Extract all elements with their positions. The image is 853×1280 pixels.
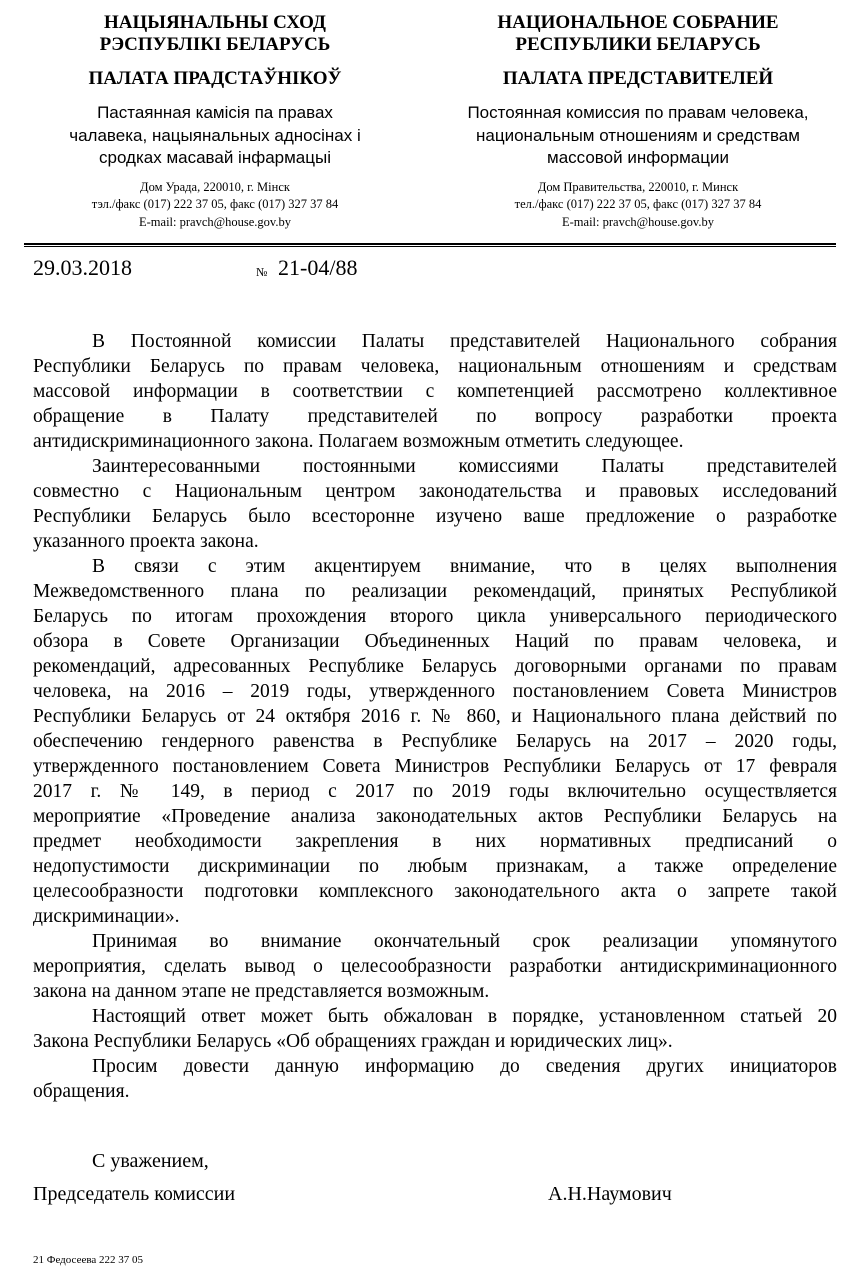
- paragraph-line: Беларусь по итогам прохождения второго цикла универсального периодического: [33, 606, 837, 627]
- paragraph-line: Просим довести данную информацию до сведения других инициаторов: [92, 1056, 837, 1077]
- paragraph-line: совместно с Национальным центром законодательства и правовых исследований: [33, 481, 837, 502]
- assembly-name: РЭСПУБЛІКІ БЕЛАРУСЬ: [99, 34, 331, 55]
- paragraph: [33, 1054, 837, 1104]
- paragraph-line: предмет необходимости закрепления в них нормативных предписаний о: [33, 831, 837, 852]
- paragraph-line: Республики Беларусь было всесторонне изучено ваше предложение о разработке: [33, 506, 837, 527]
- commission-name: [428, 102, 848, 170]
- phone-line: тэл./факс (017) 222 37 05, факс (017) 327 37 84: [91, 197, 339, 211]
- phone-line: тел./факс (017) 222 37 05, факс (017) 327 37 84: [514, 197, 762, 211]
- commission-name: [5, 102, 425, 170]
- paragraph: [33, 329, 837, 454]
- letter-body: [33, 329, 837, 1104]
- paragraph-line: Принимая во внимание окончательный срок реализации упомянутого: [92, 931, 837, 952]
- address-block: [5, 179, 425, 232]
- paragraph-line: Республики Беларусь от 24 октября 2016 г. № 860, и Национального плана действий по: [33, 706, 837, 727]
- paragraph-line: 2017 г. № 149, в период с 2017 по 2019 годы включительно осуществляется: [33, 781, 837, 802]
- chamber-name: ПАЛАТА ПРАДСТАЎНІКОЎ: [88, 68, 342, 89]
- address-block: [428, 179, 848, 232]
- paragraph-line: недопустимости дискриминации по любым признакам, а также определение: [33, 856, 837, 877]
- commission-line: чалавека, нацыянальных адносінах і: [69, 125, 361, 145]
- paragraph-line: Заинтересованными постоянными комиссиями Палаты представителей: [92, 456, 837, 477]
- paragraph: [33, 929, 837, 1004]
- number-sign: №: [256, 265, 268, 279]
- paragraph-line: обзора в Совете Организации Объединенных Наций по правам человека, и: [33, 631, 837, 652]
- paragraph-line: В Постоянной комиссии Палаты представителей Национального собрания: [92, 331, 837, 352]
- email-line: E-mail: pravch@house.gov.by: [562, 214, 714, 229]
- letter-number: 21-04/88: [278, 255, 358, 280]
- paragraph-line: Межведомственного плана по реализации рекомендаций, принятых Республикой: [33, 581, 837, 602]
- letterhead-divider: [24, 243, 836, 247]
- paragraph-line: мероприятие «Проведение анализа законодательных актов Республики Беларусь на: [33, 806, 837, 827]
- signer-name: А.Н.Наумович: [548, 1183, 672, 1205]
- paragraph-line: обеспечению гендерного равенства в Республике Беларусь на 2017 – 2020 годы,: [33, 731, 837, 752]
- commission-line: массовой информации: [547, 148, 729, 167]
- paragraph-line: антидискриминационного закона. Полагаем возможным отметить следующее.: [33, 431, 684, 452]
- paragraph: [33, 454, 837, 554]
- paragraph-line: Республики Беларусь по правам человека, национальным отношениям и средствам: [33, 356, 837, 377]
- commission-line: сродках масавай інфармацыі: [99, 148, 331, 167]
- paragraph-line: массовой информации в соответствии с компетенцией рассмотрено коллективное: [33, 381, 837, 402]
- signer-position: Председатель комиссии: [33, 1183, 236, 1205]
- email-line: E-mail: pravch@house.gov.by: [139, 214, 291, 229]
- assembly-name: РЕСПУБЛИКИ БЕЛАРУСЬ: [515, 34, 761, 55]
- paragraph-line: В связи с этим акцентируем внимание, что в целях выполнения: [92, 556, 837, 577]
- paragraph-line: Настоящий ответ может быть обжалован в порядке, установленном статьей 20: [92, 1006, 837, 1027]
- paragraph-line: рекомендаций, адресованных Республике Беларусь договорными органами по правам: [33, 656, 837, 677]
- executor-note: 21 Федосеева 222 37 05: [33, 1254, 144, 1266]
- address-line: Дом Правительства, 220010, г. Минск: [537, 179, 739, 194]
- paragraph: [33, 554, 837, 929]
- paragraph-line: человека, на 2016 – 2019 годы, утвержденного постановлением Совета Министров: [33, 681, 837, 702]
- assembly-name: НАЦЫЯНАЛЬНЫ СХОД: [104, 12, 326, 33]
- paragraph-line: дискриминации».: [33, 906, 180, 927]
- paragraph-line: указанного проекта закона.: [33, 531, 259, 552]
- paragraph-line: обращение в Палату представителей по вопросу разработки проекта: [33, 406, 837, 427]
- letterhead-russian: [428, 12, 848, 231]
- paragraph-line: закона на данном этапе не представляется возможным.: [33, 981, 490, 1002]
- address-line: Дом Урада, 220010, г. Мінск: [140, 179, 290, 194]
- commission-line: Пастаянная камісія па правах: [97, 103, 333, 122]
- paragraph-line: мероприятия, сделать вывод о целесообразности разработки антидискриминационного: [33, 956, 837, 977]
- paragraph-line: Закона Республики Беларусь «Об обращениях граждан и юридических лиц».: [33, 1031, 673, 1052]
- paragraph-line: целесообразности подготовки комплексного законодательного акта о запрете такой: [33, 881, 837, 902]
- chamber-name: ПАЛАТА ПРЕДСТАВИТЕЛЕЙ: [502, 68, 774, 89]
- paragraph-line: утвержденного постановлением Совета Министров Республики Беларусь от 17 февраля: [33, 756, 837, 777]
- closing-regards: С уважением,: [92, 1150, 209, 1172]
- paragraph: [33, 1004, 837, 1054]
- paragraph-line: обращения.: [33, 1081, 130, 1102]
- commission-line: Постоянная комиссия по правам человека,: [467, 103, 809, 122]
- letter-date: 29.03.2018: [33, 255, 132, 280]
- letterhead-belarusian: [5, 12, 425, 231]
- assembly-name: НАЦИОНАЛЬНОЕ СОБРАНИЕ: [497, 12, 779, 33]
- commission-line: национальным отношениям и средствам: [476, 125, 800, 145]
